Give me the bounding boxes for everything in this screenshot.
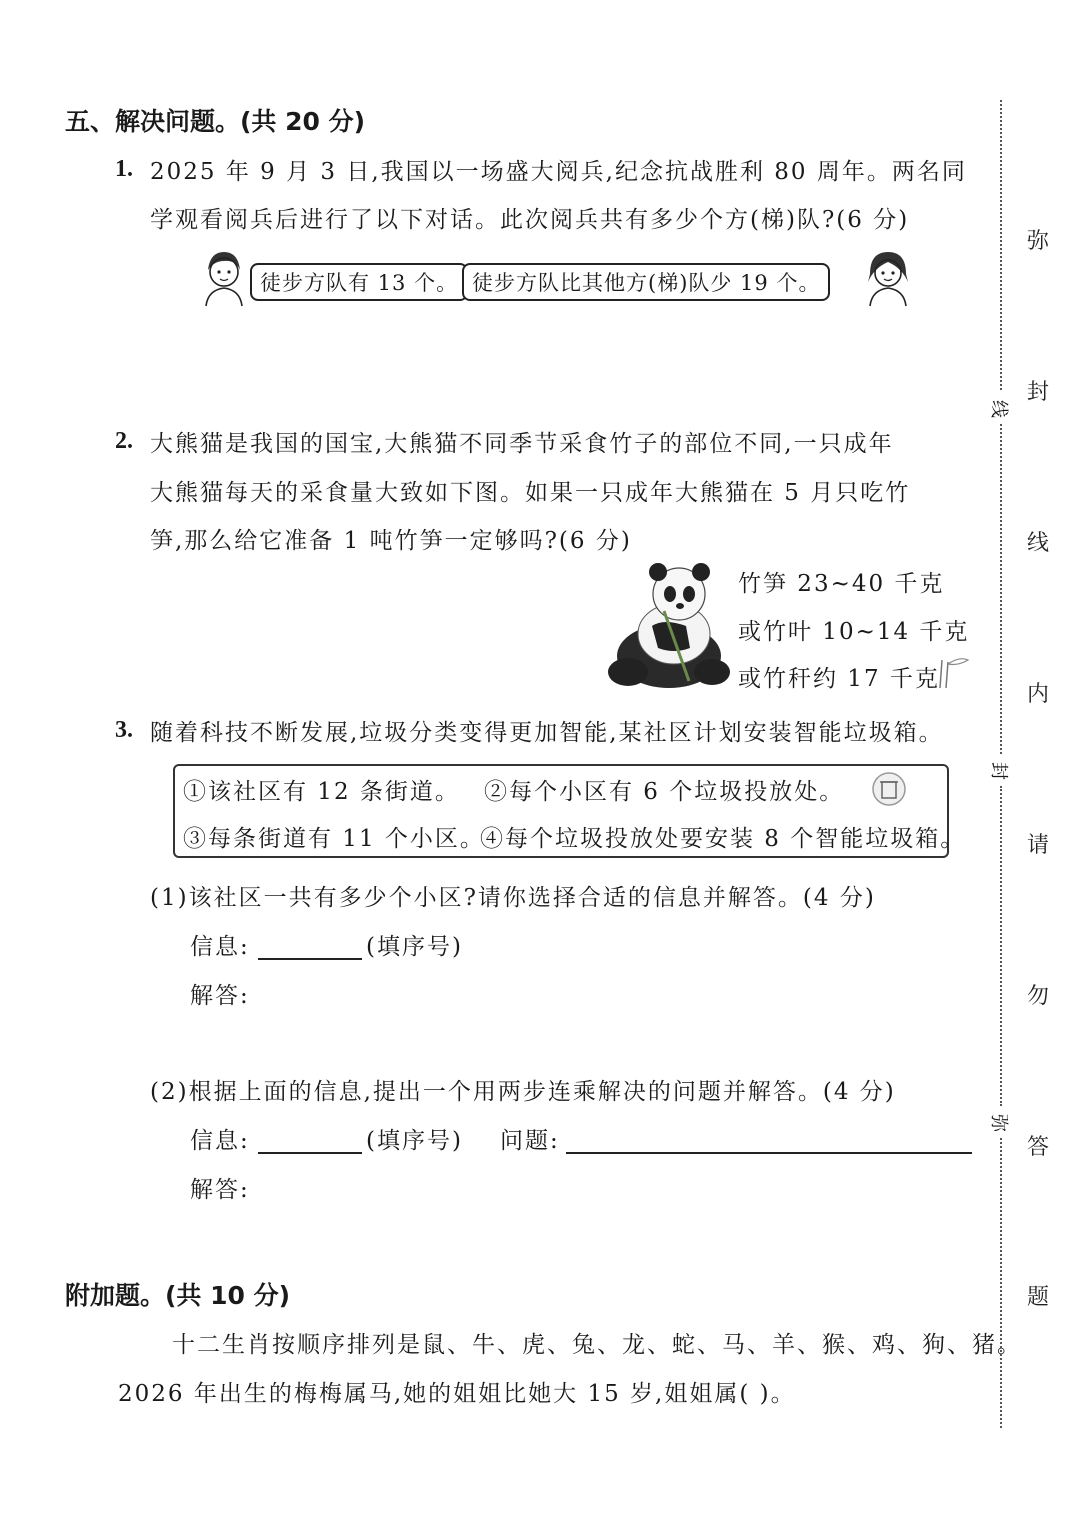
binding-line	[1000, 100, 1002, 390]
food-amount-leaves: 或竹叶 10~14 千克	[738, 619, 970, 645]
question-number: 3.	[115, 717, 133, 743]
sidebar-char: 线	[1027, 531, 1050, 556]
question-blank[interactable]	[566, 1124, 972, 1154]
info-item-4: ④每个垃圾投放处要安装 8 个智能垃圾箱。	[480, 826, 966, 852]
girl-illustration	[862, 248, 914, 308]
sub-question-2: (2)根据上面的信息,提出一个用两步连乘解决的问题并解答。(4 分)	[150, 1079, 896, 1105]
smart-bin-icon	[870, 770, 908, 808]
sidebar-char: 勿	[1027, 984, 1050, 1009]
bamboo-leaf-icon	[932, 652, 972, 692]
sidebar-char: 题	[1027, 1285, 1050, 1310]
info-blank-1[interactable]	[258, 930, 362, 960]
info-item-2: ②每个小区有 6 个垃圾投放处。	[484, 779, 845, 805]
section-title: 五、解决问题。(共 20 分)	[65, 107, 366, 136]
speech-bubble-girl: 徒步方队比其他方(梯)队少 19 个。	[462, 263, 830, 301]
boy-illustration	[200, 248, 246, 308]
binding-mark-xian: 线	[988, 400, 1009, 418]
sidebar-char: 弥	[1027, 229, 1050, 254]
answer-label: 解答:	[190, 1177, 250, 1203]
sidebar-char: 封	[1027, 380, 1050, 405]
bonus-text: 十二生肖按顺序排列是鼠、牛、虎、兔、龙、蛇、马、羊、猴、鸡、狗、猪。	[172, 1332, 1022, 1358]
info-item-3: ③每条街道有 11 个小区。	[183, 826, 485, 852]
speech-bubble-boy: 徒步方队有 13 个。	[250, 263, 468, 301]
sidebar-char: 答	[1027, 1135, 1050, 1160]
question-text: 随着科技不断发展,垃圾分类变得更加智能,某社区计划安装智能垃圾箱。	[150, 720, 944, 746]
binding-line	[1000, 1138, 1002, 1428]
food-amount-stalks: 或竹秆约 17 千克	[738, 666, 940, 692]
question-label: 问题:	[500, 1128, 560, 1154]
sidebar-char: 内	[1027, 682, 1050, 707]
fill-hint: (填序号)	[366, 1128, 463, 1154]
panda-illustration	[604, 556, 734, 691]
question-text: 学观看阅兵后进行了以下对话。此次阅兵共有多少个方(梯)队?(6 分)	[150, 207, 910, 233]
info-label: 信息:	[190, 1128, 250, 1154]
bonus-text: 2026 年出生的梅梅属马,她的姐姐比她大 15 岁,姐姐属( )。	[118, 1381, 796, 1407]
info-item-1: ①该社区有 12 条街道。	[183, 779, 460, 805]
question-number: 1.	[115, 156, 133, 182]
binding-line	[1000, 424, 1002, 754]
question-text: 大熊猫每天的采食量大致如下图。如果一只成年大熊猫在 5 月只吃竹	[150, 480, 911, 506]
question-text: 2025 年 9 月 3 日,我国以一场盛大阅兵,纪念抗战胜利 80 周年。两名同	[150, 159, 967, 185]
sub-question-1: (1)该社区一共有多少个小区?请你选择合适的信息并解答。(4 分)	[150, 885, 876, 911]
answer-label: 解答:	[190, 983, 250, 1009]
bonus-title: 附加题。(共 10 分)	[65, 1281, 291, 1310]
binding-mark-mi: 弥	[988, 1114, 1009, 1132]
binding-mark-feng: 封	[988, 762, 1009, 780]
info-label: 信息:	[190, 934, 250, 960]
question-text: 笋,那么给它准备 1 吨竹笋一定够吗?(6 分)	[150, 528, 632, 554]
fill-hint: (填序号)	[366, 934, 463, 960]
sidebar-char: 请	[1027, 833, 1050, 858]
question-number: 2.	[115, 428, 133, 454]
food-amount-shoots: 竹笋 23~40 千克	[738, 571, 945, 597]
info-blank-2[interactable]	[258, 1124, 362, 1154]
question-text: 大熊猫是我国的国宝,大熊猫不同季节采食竹子的部位不同,一只成年	[150, 431, 894, 457]
binding-line	[1000, 786, 1002, 1106]
